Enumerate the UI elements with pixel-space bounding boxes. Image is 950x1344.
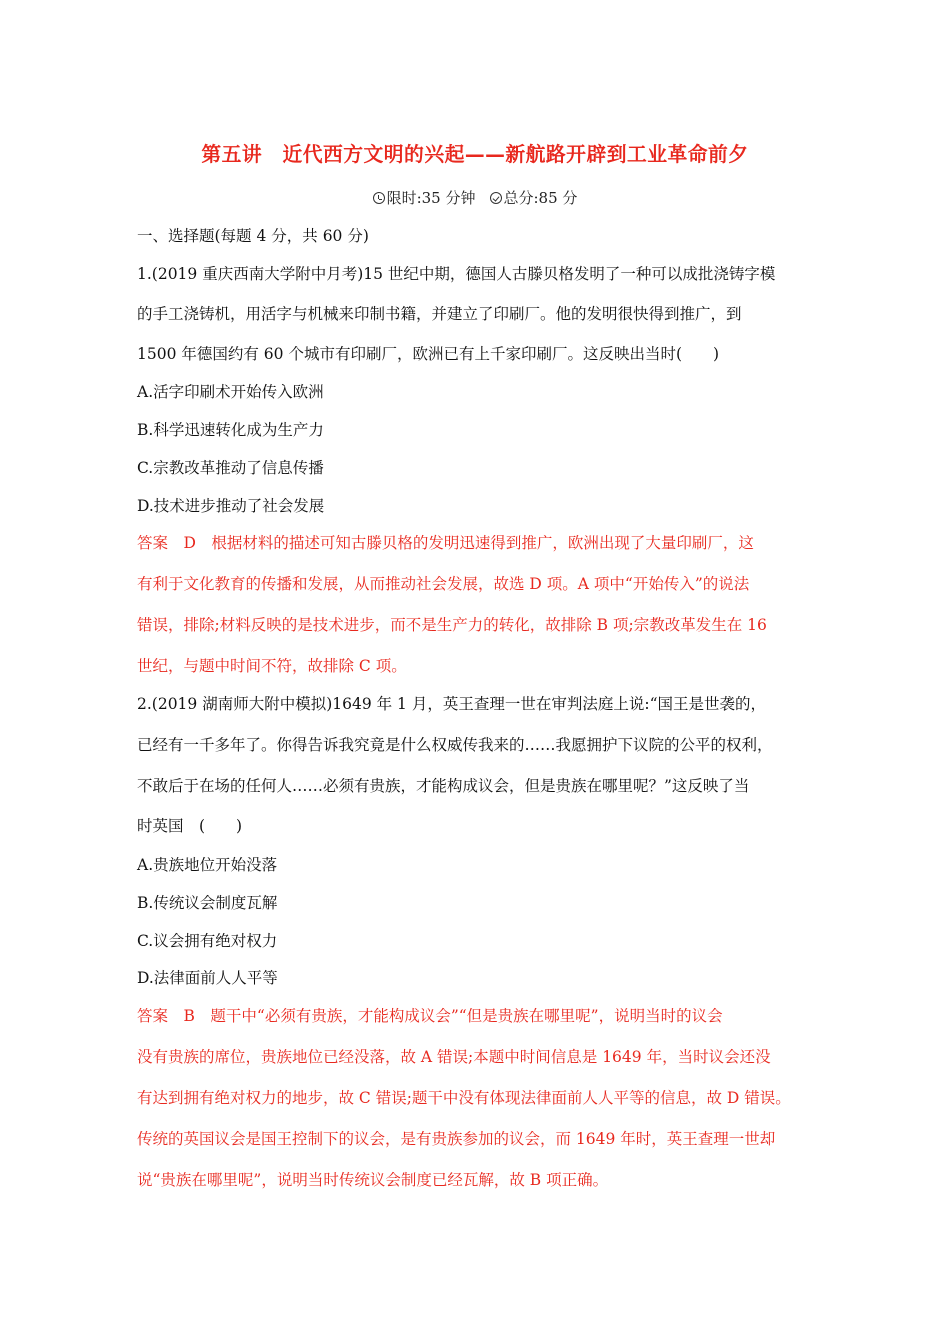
q2-option-d: D.法律面前人人平等: [137, 969, 278, 987]
clock-icon: [373, 192, 385, 204]
q1-answer-line: 错误，排除;材料反映的是技术进步，而不是生产力的转化，故排除 B 项;宗教改革发生在 16: [137, 616, 767, 634]
q1-answer-line: 世纪，与题中时间不符，故排除 C 项。: [137, 657, 407, 675]
q1-stem-line: 1.(2019 重庆西南大学附中月考)15 世纪中期，德国人古滕贝格发明了一种可以成批浇铸字模: [137, 265, 776, 283]
total-score: 总分:85 分: [503, 189, 578, 207]
q2-option-c: C.议会拥有绝对权力: [137, 932, 278, 950]
q2-option-a: A.贵族地位开始没落: [137, 856, 278, 874]
time-limit: 限时:35 分钟: [386, 189, 476, 207]
q2-answer-line: 有达到拥有绝对权力的地步，故 C 错误;题干中没有体现法律面前人人平等的信息，故 D 错误。: [137, 1089, 791, 1107]
check-circle-icon: [490, 192, 502, 204]
q2-answer-line: 传统的英国议会是国王控制下的议会，是有贵族参加的议会，而 1649 年时，英王查理一世却: [137, 1130, 776, 1148]
q1-answer-line: 答案 D 根据材料的描述可知古滕贝格的发明迅速得到推广，欧洲出现了大量印刷厂，这: [137, 534, 754, 552]
q1-stem-line: 的手工浇铸机，用活字与机械来印制书籍，并建立了印刷厂。他的发明很快得到推广，到: [137, 305, 742, 323]
q1-option-d: D.技术进步推动了社会发展: [137, 497, 325, 515]
q2-option-b: B.传统议会制度瓦解: [137, 894, 278, 912]
q1-option-b: B.科学迅速转化成为生产力: [137, 421, 324, 439]
q2-stem-line: 时英国 ( ): [137, 817, 243, 835]
q1-stem-line: 1500 年德国约有 60 个城市有印刷厂，欧洲已有上千家印刷厂。这反映出当时( ): [137, 345, 720, 363]
q2-stem-line: 2.(2019 湖南师大附中模拟)1649 年 1 月，英王查理一世在审判法庭上说:“国王是世袭的，: [137, 695, 766, 713]
q2-answer-line: 答案 B 题干中“必须有贵族，才能构成议会”“但是贵族在哪里呢”，说明当时的议会: [137, 1007, 723, 1025]
page-title: 第五讲 近代西方文明的兴起——新航路开辟到工业革命前夕: [201, 143, 749, 166]
q2-answer-line: 说“贵族在哪里呢”，说明当时传统议会制度已经瓦解，故 B 项正确。: [137, 1171, 609, 1189]
exam-meta: [0, 187, 950, 208]
q2-answer-line: 没有贵族的席位，贵族地位已经没落，故 A 错误;本题中时间信息是 1649 年，当时议会还没: [137, 1048, 771, 1066]
q1-option-a: A.活字印刷术开始传入欧洲: [137, 383, 324, 401]
q1-answer-line: 有利于文化教育的传播和发展，从而推动社会发展，故选 D 项。A 项中“开始传入”的说法: [137, 575, 750, 593]
q1-option-c: C.宗教改革推动了信息传播: [137, 459, 324, 477]
section-heading: 一、选择题(每题 4 分，共 60 分): [137, 227, 369, 245]
q2-stem-line: 不敢后于在场的任何人……必须有贵族，才能构成议会，但是贵族在哪里呢？”这反映了当: [137, 777, 750, 795]
q2-stem-line: 已经有一千多年了。你得告诉我究竟是什么权威传我来的……我愿拥护下议院的公平的权利，: [137, 736, 773, 754]
